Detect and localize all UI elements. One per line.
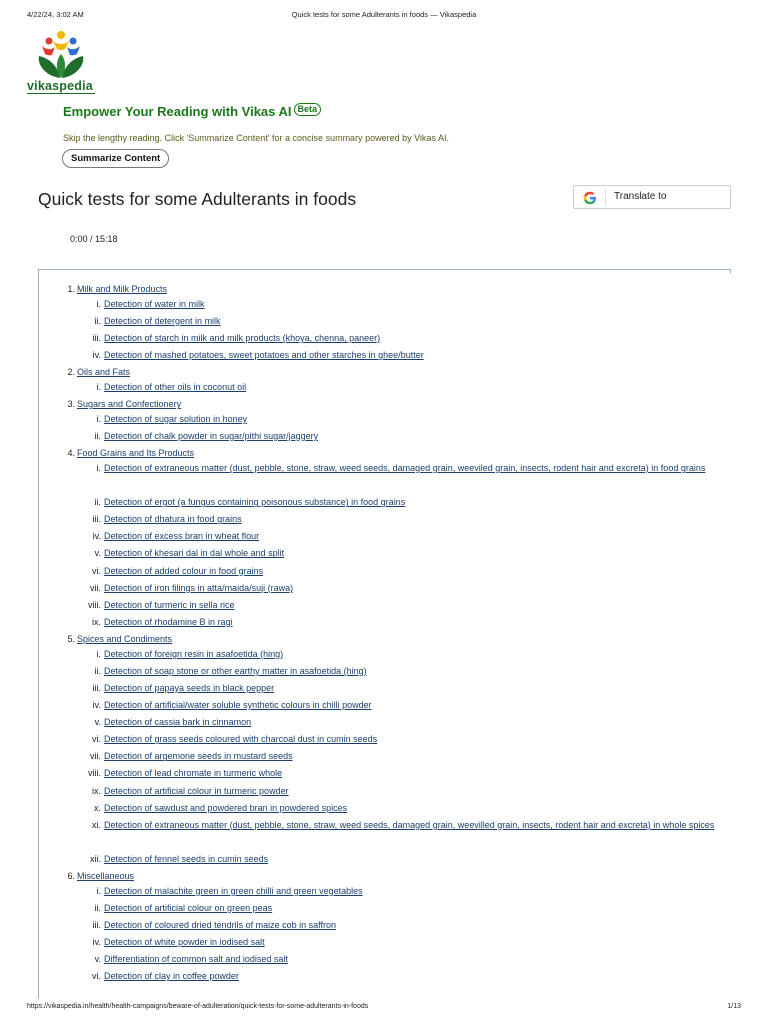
toc-item-number: v.: [94, 548, 101, 559]
toc-item-link[interactable]: Detection of clay in coffee powder: [104, 971, 239, 982]
toc-item-number: viii.: [88, 599, 101, 610]
toc-section-number: 3.: [67, 399, 75, 410]
print-title: Quick tests for some Adulterants in foods — Vikaspedia: [291, 10, 477, 19]
toc-item-link[interactable]: Detection of chalk powder in sugar/pithi sugar/jaggery: [104, 431, 319, 441]
toc-item-link[interactable]: Detection of fennel seeds in cumin seeds: [104, 853, 269, 864]
toc-item-number: vii.: [90, 751, 101, 762]
toc-item-number: iv.: [92, 350, 101, 361]
toc-section-number: 1.: [67, 284, 75, 294]
toc-item-number: iii.: [92, 682, 101, 693]
ai-banner-title: [63, 103, 321, 119]
logo-text: vikaspedia: [27, 79, 93, 93]
toc-item-number: vi.: [92, 734, 101, 745]
toc-item-number: iv.: [92, 700, 101, 710]
toc-item-number: vi.: [92, 971, 101, 982]
toc-section-number: 5.: [67, 633, 75, 644]
toc-section-link[interactable]: Oils and Fats: [77, 367, 131, 378]
toc-item-link[interactable]: Detection of coloured dried tendrils of maize cob in saffron: [104, 920, 336, 930]
ai-banner-title-text: Empower Your Reading with Vikas AI: [63, 104, 292, 119]
toc-item-link[interactable]: Detection of other oils in coconut oil: [104, 382, 247, 392]
toc-item-number: ii.: [94, 431, 101, 441]
toc-item-link[interactable]: Detection of artificial/water soluble synthetic colours in chilli powder: [104, 700, 372, 710]
page-url: https://vikaspedia.in/health/health-campaigns/beware-of-adulteration/quick-tests-for-some-adulterants-in-foods: [27, 1003, 369, 1010]
toc-item-link[interactable]: Detection of lead chromate in turmeric whole: [104, 768, 283, 779]
print-footer: [27, 1003, 741, 1010]
toc-item-link[interactable]: Detection of detergent in milk: [104, 315, 221, 326]
toc-item-link[interactable]: Detection of khesari dal in dal whole and split: [104, 548, 285, 559]
toc-section-link[interactable]: Spices and Condiments: [77, 633, 173, 644]
page-number: 1/13: [727, 1003, 741, 1010]
toc-section-link[interactable]: Food Grains and Its Products: [77, 448, 195, 459]
table-of-contents: [38, 269, 730, 999]
toc-item-number: iii.: [92, 514, 101, 525]
toc-item-number: i.: [96, 462, 101, 473]
toc-item-link[interactable]: Detection of starch in milk and milk products (khoya, chenna, paneer): [104, 333, 381, 343]
toc-item-link[interactable]: Detection of extraneous matter (dust, pebble, stone, straw, weed seeds, damaged grain, weevilled grain, insects, rodent hair and excreta) in whole spices: [104, 819, 715, 830]
toc-item-link[interactable]: Detection of iron filings in atta/maida/suji (rawa): [104, 582, 294, 593]
toc-item-number: i.: [96, 298, 101, 309]
toc-section-link[interactable]: Milk and Milk Products: [77, 284, 168, 294]
toc-item-link[interactable]: Detection of soap stone or other earthy matter in asafoetida (hing): [104, 665, 367, 676]
print-datetime: 4/22/24, 3:02 AM: [27, 10, 84, 19]
toc-item-link[interactable]: Differentiation of common salt and iodised salt: [104, 954, 288, 965]
toc-section-link[interactable]: Sugars and Confectionery: [77, 399, 182, 410]
toc-item-number: ii.: [94, 665, 101, 676]
toc-item-link[interactable]: Detection of artificial colour in turmeric powder: [104, 785, 289, 796]
toc-item-link[interactable]: Detection of malachite green in green chilli and green vegetables: [104, 885, 363, 896]
toc-item-number: ix.: [92, 785, 101, 796]
toc-item-link[interactable]: Detection of excess bran in wheat flour: [104, 531, 260, 542]
toc-section-number: 4.: [67, 448, 75, 459]
toc-item-number: i.: [96, 413, 101, 424]
toc-item-number: iv.: [92, 937, 101, 948]
toc-item-number: iii.: [92, 920, 101, 930]
toc-item-link[interactable]: Detection of water in milk: [104, 298, 205, 309]
translate-widget[interactable]: [573, 185, 731, 209]
translate-label: Translate to: [614, 191, 667, 202]
toc-item-number: viii.: [88, 768, 101, 779]
toc-item-link[interactable]: Detection of cassia bark in cinnamon: [104, 717, 252, 728]
toc-item-number: i.: [96, 648, 101, 659]
toc-item-number: vi.: [92, 565, 101, 576]
toc-item-number: xii.: [90, 853, 101, 864]
toc-section-number: 2.: [67, 367, 75, 378]
toc-item-link[interactable]: Detection of foreign resin in asafoetida (hing): [104, 648, 284, 659]
toc-item-number: iii.: [92, 333, 101, 343]
translate-separator: [605, 189, 606, 206]
toc-item-number: vii.: [90, 582, 101, 593]
toc-item-number: v.: [94, 954, 101, 965]
toc-section-number: 6.: [67, 871, 75, 881]
toc-item-number: ii.: [94, 497, 101, 508]
toc-item-link[interactable]: Detection of extraneous matter (dust, pebble, stone, straw, weed seeds, damaged grain, weeviled grain, insects, rodent hair and excreta) in food grains: [104, 462, 706, 473]
toc-item-link[interactable]: Detection of sawdust and powdered bran in powdered spices: [104, 802, 348, 813]
page-title: Quick tests for some Adulterants in foods: [38, 189, 357, 209]
toc-item-link[interactable]: Detection of ergot (a fungus containing poisonous substance) in food grains: [104, 497, 406, 508]
ai-banner-description: Skip the lengthy reading. Click 'Summarize Content' for a concise summary powered by Vikas AI.: [63, 133, 449, 143]
toc-item-link[interactable]: Detection of grass seeds coloured with charcoal dust in cumin seeds: [104, 734, 378, 745]
toc-item-link[interactable]: Detection of artificial colour on green peas: [104, 902, 273, 913]
toc-section-link[interactable]: Miscellaneous: [77, 871, 135, 881]
toc-item-number: iv.: [92, 531, 101, 542]
toc-item-link[interactable]: Detection of mashed potatoes, sweet potatoes and other starches in ghee/butter: [104, 350, 424, 361]
logo-underline: [27, 93, 95, 94]
toc-item-link[interactable]: Detection of added colour in food grains: [104, 565, 264, 576]
summarize-content-button[interactable]: Summarize Content: [62, 149, 169, 168]
toc-item-number: ix.: [92, 616, 101, 627]
google-icon: [583, 191, 597, 205]
toc-item-number: x.: [93, 802, 101, 813]
audio-player-time[interactable]: 0:00 / 15:18: [70, 234, 118, 244]
toc-item-link[interactable]: Detection of dhatura in food grains: [104, 514, 242, 525]
toc-item-number: ii.: [94, 315, 101, 326]
toc-item-number: ii.: [94, 902, 101, 913]
toc-item-number: i.: [96, 382, 101, 392]
print-header: [27, 10, 741, 22]
beta-badge: Beta: [294, 103, 322, 116]
toc-item-link[interactable]: Detection of papaya seeds in black pepper: [104, 682, 275, 693]
toc-item-link[interactable]: Detection of turmeric in sella rice: [104, 599, 235, 610]
toc-item-number: v.: [94, 717, 101, 728]
toc-item-number: i.: [96, 885, 101, 896]
toc-item-link[interactable]: Detection of argemone seeds in mustard seeds: [104, 751, 293, 762]
toc-item-link[interactable]: Detection of sugar solution in honey: [104, 413, 248, 424]
toc-item-link[interactable]: Detection of rhodamine B in ragi: [104, 616, 233, 627]
toc-item-link[interactable]: Detection of white powder in iodised salt: [104, 937, 265, 948]
toc-item-number: xi.: [92, 819, 101, 830]
